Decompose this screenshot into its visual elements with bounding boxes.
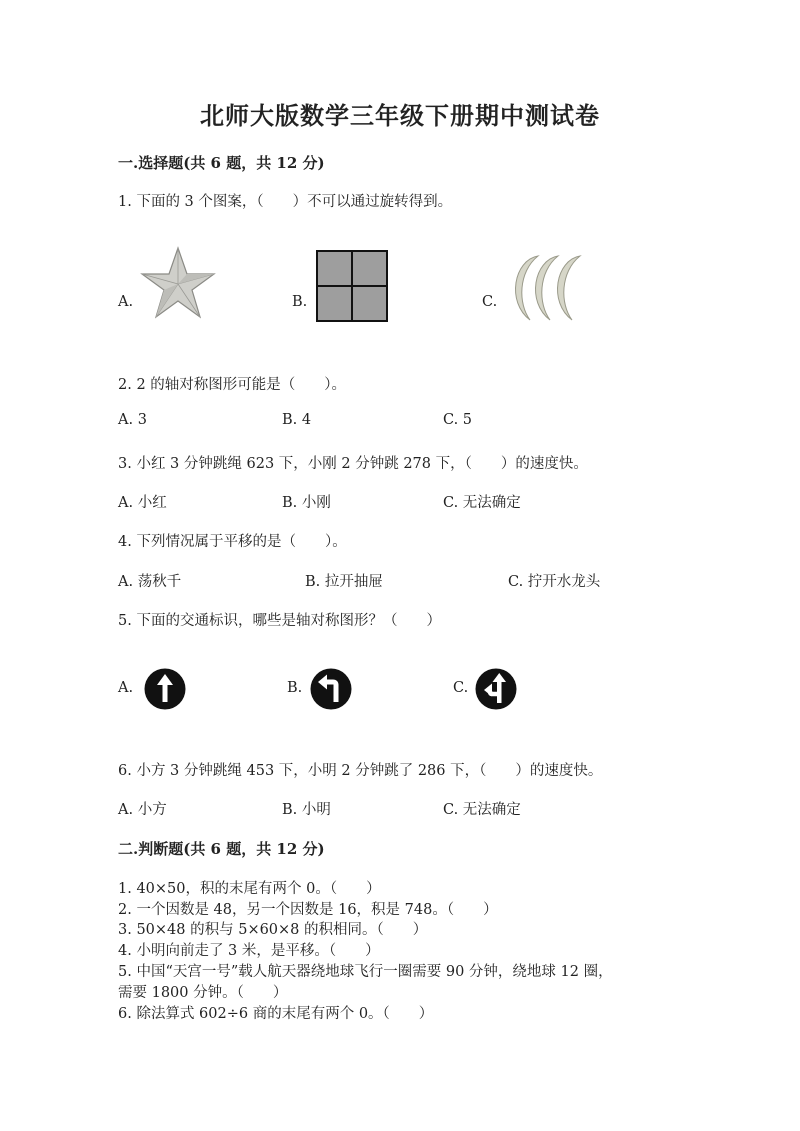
section-heading-choice: 一.选择题(共 6 题，共 12 分) [118, 154, 325, 172]
question-1: 1. 下面的 3 个图案，（ ）不可以通过旋转得到。 [118, 194, 453, 210]
straight-or-left-sign-icon [475, 668, 517, 710]
q3-option-c: C. 无法确定 [443, 495, 521, 511]
judgment-line: 1. 40×50，积的末尾有两个 0。（ ） [118, 881, 381, 897]
grid-square-icon [316, 250, 388, 322]
crescents-icon [504, 254, 584, 322]
judgment-line: 4. 小明向前走了 3 米，是平移。（ ） [118, 943, 380, 959]
q6-option-a: A. 小方 [118, 802, 167, 818]
q2-option-b: B. 4 [282, 412, 312, 428]
q2-option-a: A. 3 [118, 412, 147, 428]
q5-option-c-label: C. [453, 680, 469, 696]
q4-option-a: A. 荡秋千 [118, 574, 182, 590]
question-2: 2. 2 的轴对称图形可能是（ ）。 [118, 377, 347, 393]
q4-option-c: C. 拧开水龙头 [508, 574, 601, 590]
judgment-line: 2. 一个因数是 48，另一个因数是 16，积是 748。（ ） [118, 902, 498, 918]
judgment-line: 6. 除法算式 602÷6 商的末尾有两个 0。（ ） [118, 1006, 434, 1022]
question-3: 3. 小红 3 分钟跳绳 623 下，小刚 2 分钟跳 278 下，（ ）的速度快。 [118, 456, 588, 472]
q1-option-c-label: C. [482, 294, 498, 310]
section-heading-judgment: 二.判断题(共 6 题，共 12 分) [118, 840, 325, 858]
q6-option-c: C. 无法确定 [443, 802, 521, 818]
q6-option-b: B. 小明 [282, 802, 331, 818]
judgment-line: 5. 中国“天宫一号”载人航天器绕地球飞行一圈需要 90 分钟，绕地球 12 圈， [118, 964, 613, 980]
page-title: 北师大版数学三年级下册期中测试卷 [200, 101, 600, 130]
left-turn-sign-icon [310, 668, 352, 710]
q3-option-a: A. 小红 [118, 495, 167, 511]
question-4: 4. 下列情况属于平移的是（ ）。 [118, 534, 347, 550]
q2-option-c: C. 5 [443, 412, 473, 428]
question-6: 6. 小方 3 分钟跳绳 453 下，小明 2 分钟跳了 286 下，（ ）的速度快。 [118, 763, 603, 779]
q1-option-b-label: B. [292, 294, 308, 310]
judgment-line: 3. 50×48 的积与 5×60×8 的积相同。（ ） [118, 922, 428, 938]
q3-option-b: B. 小刚 [282, 495, 331, 511]
judgment-line-continued: 需要 1800 分钟。（ ） [118, 985, 288, 1001]
star-icon [140, 246, 216, 320]
q5-option-b-label: B. [287, 680, 303, 696]
q4-option-b: B. 拉开抽屉 [305, 574, 383, 590]
q1-option-a-label: A. [118, 294, 134, 310]
question-5: 5. 下面的交通标识，哪些是轴对称图形？（ ） [118, 613, 441, 629]
q5-option-a-label: A. [118, 680, 134, 696]
straight-arrow-sign-icon [144, 668, 186, 710]
